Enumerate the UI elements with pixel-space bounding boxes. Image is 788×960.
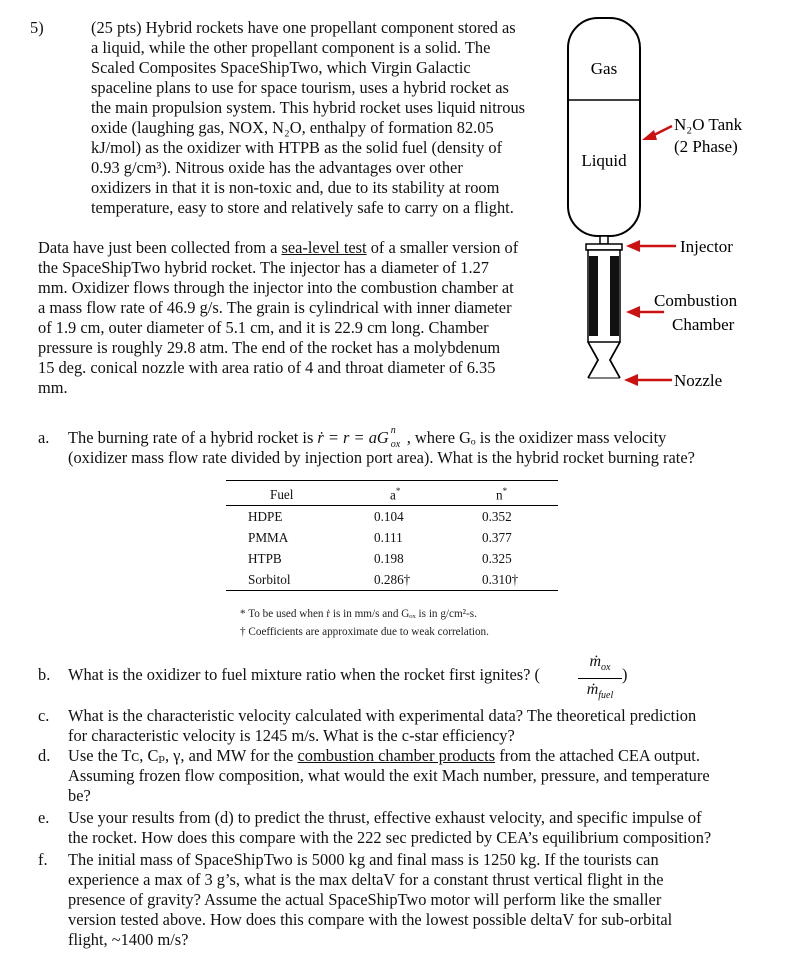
injector-plate: [586, 244, 622, 250]
intro-line: oxide (laughing gas, NOX, N₂O, enthalpy of formation 82.05: [91, 118, 494, 137]
exponent-n: n: [390, 425, 396, 436]
data-line: [38, 238, 551, 258]
intro-line: a liquid, while the other propellant component is a solid. The: [91, 38, 491, 57]
m-dot-ox: ṁ: [589, 653, 602, 670]
part-d-line: Assuming frozen flow composition, what would the exit Mach number, pressure, and temperature: [68, 766, 710, 785]
data-paragraph: [38, 238, 551, 398]
intro-line: Scaled Composites SpaceShipTwo, which Virgin Galactic: [91, 58, 471, 77]
data-line: pressure is roughly 29.8 atm. The end of the rocket has a molybdenum: [38, 338, 501, 357]
intro-line: temperature, easy to store and relatively safe to carry on a flight.: [91, 198, 514, 217]
part-c-line: for characteristic velocity is 1245 m/s. What is the c-star efficiency?: [68, 726, 515, 745]
header-a-star: *: [395, 485, 401, 496]
part-f-line: experience a max of 3 g’s, what is the max deltaV for a constant thrust vertical flight in the: [68, 870, 664, 889]
intro-line: (25 pts) Hybrid rockets have one propellant component stored as: [91, 18, 516, 37]
part-c-label: c.: [38, 706, 50, 725]
chamber-label-line1: Combustion: [654, 291, 738, 310]
cell-a: 0.198: [374, 550, 404, 566]
g-ox-exponent: [389, 425, 407, 450]
part-b-label: b.: [38, 665, 51, 684]
intro-line: kJ/mol) as the oxidizer with HTPB as the solid fuel (density of: [91, 138, 503, 157]
part-c-text: [68, 706, 758, 746]
fuel-grain-left: [589, 256, 598, 336]
problem-number: 5): [30, 18, 44, 37]
intro-line: 0.93 g/cm³). Nitrous oxide has the advantages over other: [91, 158, 463, 177]
fraction-numerator: [578, 652, 622, 679]
header-a-text: a: [390, 487, 396, 503]
header-n-text: n: [496, 487, 503, 503]
cell-fuel: PMMA: [248, 529, 289, 545]
part-e-label: e.: [38, 808, 50, 827]
fraction-denominator: [578, 679, 622, 707]
liquid-label: Liquid: [581, 151, 627, 170]
part-f-line: version tested above. How does this compare with the lowest possible deltaV for sub-orbital: [68, 910, 673, 929]
part-f-line: presence of gravity? Assume the actual SpaceShipTwo motor will perform like the smaller: [68, 890, 662, 909]
tank-label-line2: (2 Phase): [674, 137, 738, 156]
subscript-ox: ox: [390, 439, 401, 450]
part-d-line: [68, 746, 758, 766]
table-note-2: † Coefficients are approximate due to weak correlation.: [240, 626, 489, 638]
cell-a: 0.104: [374, 508, 404, 524]
tank-label-line1: N₂O Tank: [674, 115, 743, 134]
part-f-text: [68, 850, 758, 950]
header-fuel: Fuel: [270, 486, 294, 502]
m-dot-fuel: ṁ: [586, 681, 599, 699]
table-row: [226, 506, 558, 528]
part-d-pre: Use the Tᴄ, Cₚ, γ, and MW for the: [68, 746, 298, 765]
nozzle-label: Nozzle: [674, 371, 723, 390]
intro-paragraph: [91, 18, 551, 218]
data-line: a mass flow rate of 46.9 g/s. The grain is cylindrical with inner diameter: [38, 298, 512, 317]
burning-rate-equation: ṙ = r = aG: [317, 428, 389, 447]
combustion-products-underlined: combustion chamber products: [297, 746, 496, 765]
part-a-label: a.: [38, 428, 50, 447]
sub-fuel: fuel: [598, 690, 614, 702]
table-note-1: * To be used when ṙ is in mm/s and Gₒₓ is in g/cm²-s.: [240, 608, 477, 620]
cell-n: 0.377: [482, 529, 512, 545]
part-e-line: the rocket. How does this compare with the 222 sec predicted by CEA’s equilibrium composition?: [68, 828, 712, 847]
feed-line: [600, 236, 608, 244]
data-line: of 1.9 cm, outer diameter of 5.1 cm, and it is 22.9 cm long. Chamber: [38, 318, 489, 337]
cell-a: 0.111: [374, 529, 403, 545]
tank-arrowhead: [642, 130, 657, 140]
part-d-label: d.: [38, 746, 51, 765]
part-d-post: from the attached CEA output.: [495, 746, 700, 765]
data-line: mm. Oxidizer flows through the injector into the combustion chamber at: [38, 278, 514, 297]
part-a-post: , where Gₒ is the oxidizer mass velocity: [406, 428, 667, 447]
table-header-row: [226, 484, 558, 506]
part-f-line: The initial mass of SpaceShipTwo is 5000 kg and final mass is 1250 kg. If the tourists can: [68, 850, 659, 869]
hybrid-rocket-diagram: [560, 14, 770, 414]
cell-fuel: HTPB: [248, 550, 282, 566]
part-b-text: What is the oxidizer to fuel mixture ratio when the rocket first ignites? (: [68, 665, 540, 684]
header-n-star: *: [502, 485, 508, 496]
part-e-line: Use your results from (d) to predict the thrust, effective exhaust velocity, and specific impulse of: [68, 808, 702, 827]
cell-n: 0.310†: [482, 571, 519, 587]
part-a-line: (oxidizer mass flow rate divided by injection port area). What is the hybrid rocket burning rate?: [68, 448, 695, 467]
data-line: the SpaceShipTwo hybrid rocket. The injector has a diameter of 1.27: [38, 258, 489, 277]
nozzle-arrowhead: [624, 374, 638, 386]
injector-arrowhead: [626, 240, 640, 252]
part-d-text: [68, 746, 758, 806]
intro-line: spaceline plans to use for space tourism, uses a hybrid rocket as: [91, 78, 509, 97]
table-row: [226, 527, 558, 548]
chamber-label-line2: Chamber: [672, 315, 735, 334]
fuel-grain-right: [610, 256, 619, 336]
cell-fuel: HDPE: [248, 508, 283, 524]
part-a-line: [68, 425, 758, 450]
intro-line: the main propulsion system. This hybrid rocket uses liquid nitrous: [91, 98, 526, 117]
part-f-label: f.: [38, 850, 48, 869]
part-b-close: ): [622, 665, 628, 684]
part-d-line: be?: [68, 786, 91, 805]
sea-level-test-underlined: sea-level test: [281, 238, 367, 257]
data-line: 15 deg. conical nozzle with area ratio of 4 and throat diameter of 6.35: [38, 358, 496, 377]
table-row: [226, 569, 558, 591]
table-row: [226, 548, 558, 569]
n2o-tank-outline: [568, 18, 640, 236]
mixture-ratio-fraction: [578, 652, 622, 707]
part-a-text: [68, 425, 758, 468]
burning-rate-table: [226, 480, 558, 591]
part-a-pre: The burning rate of a hybrid rocket is: [68, 428, 318, 447]
cell-n: 0.325: [482, 550, 512, 566]
part-f-line: flight, ~1400 m/s?: [68, 930, 189, 949]
nozzle-outline: [588, 342, 620, 378]
chamber-arrowhead: [626, 306, 640, 318]
injector-label: Injector: [680, 237, 733, 256]
sub-ox: ox: [601, 662, 611, 674]
part-c-line: What is the characteristic velocity calculated with experimental data? The theoretical prediction: [68, 706, 697, 725]
cell-n: 0.352: [482, 508, 512, 524]
header-a: [374, 484, 482, 506]
data-line-text: Data have just been collected from a: [38, 238, 282, 257]
header-n: [482, 484, 558, 506]
cell-a: 0.286†: [374, 571, 411, 587]
cell-fuel: Sorbitol: [248, 571, 291, 587]
part-e-text: [68, 808, 758, 848]
gas-label: Gas: [590, 59, 618, 78]
data-line: mm.: [38, 378, 68, 397]
data-line-text: of a smaller version of: [366, 238, 519, 257]
intro-line: oxidizers in that it is non-toxic and, due to its stability at room: [91, 178, 500, 197]
